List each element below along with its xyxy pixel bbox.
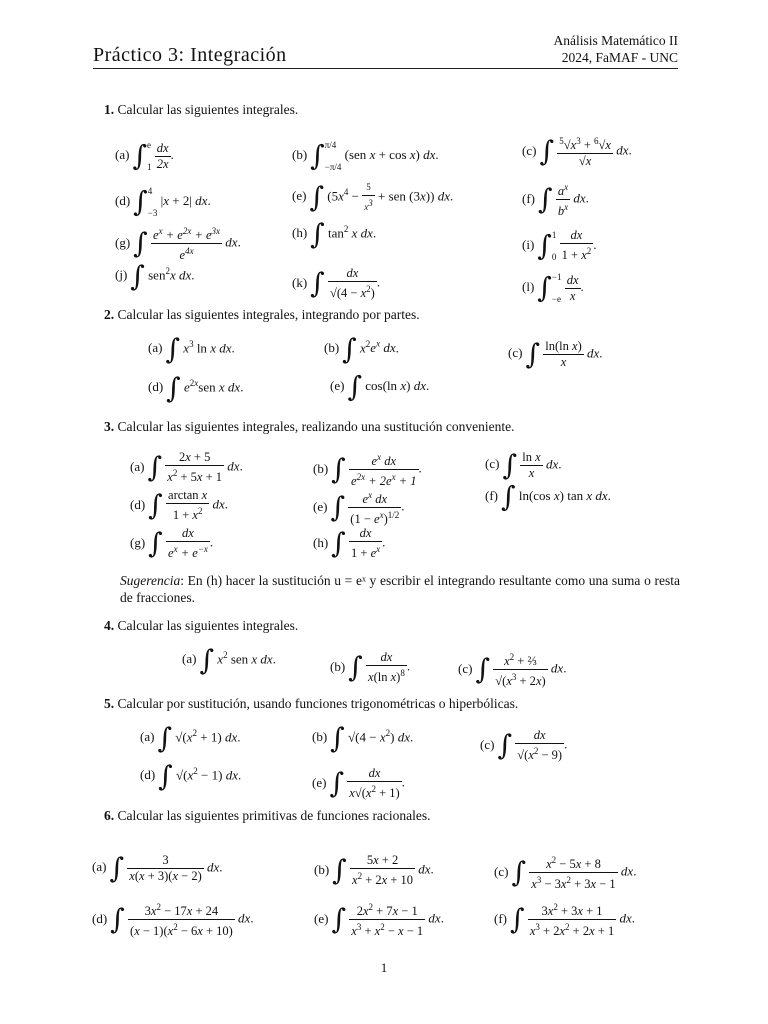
exercise-2-statement: 2. Calcular las siguientes integrales, integrando por partes. [104, 307, 420, 322]
ex3-item-b: (b) ∫ $\frac{e^x dx}{e^{2x} + 2e^x + 1}$ . [313, 452, 422, 489]
ex6-item-b: (b) ∫ $\frac{5x + 2}{x^2 + 2x + 10}$ dx. [314, 853, 434, 888]
course-name: Análisis Matemático II [553, 33, 678, 48]
suggestion-note: Sugerencia: En (h) hacer la sustitución u = eˣ y escribir el integrando resultante como una suma o resta de fracciones. [120, 573, 680, 605]
ex3-item-e: (e) ∫ $\frac{e^x dx}{(1 - e^x)^{1/2}}$ . [313, 490, 405, 527]
ex6-item-a: (a) ∫ $\frac{3}{x(x + 3)(x - 2)}$ dx. [92, 851, 223, 885]
exercise-4-statement: 4. Calcular las siguientes integrales. [104, 618, 299, 633]
ex6-item-e: (e) ∫ $\frac{2x^2 + 7x - 1}{x^3 + x^2 - x - 1}$ dx. [314, 902, 444, 939]
ex1-item-j: (j) ∫ sen$^2$x dx. [115, 259, 195, 293]
ex1-item-b: (b) ∫ π/4 −π/4 (sen x + cos x) dx. [292, 139, 439, 172]
ex5-item-a: (a) ∫ $√(x^2 + 1)$ dx. [140, 721, 241, 755]
ex4-item-a: (a) ∫ $x^2$ sen x dx. [182, 643, 276, 677]
header-info [554, 32, 678, 66]
page-number: 1 [380, 960, 388, 975]
ex3-item-h: (h) ∫ $\frac{dx}{1 + e^x}$ . [313, 526, 386, 561]
ex3-item-g: (g) ∫ $\frac{dx}{e^x + e^{-x}}$ . [130, 526, 214, 561]
ex6-item-d: (d) ∫ $\frac{3x^2 - 17x + 24}{(x - 1)(x^2 - 6x + 10)}$ dx. [92, 902, 254, 939]
ex5-item-b: (b) ∫ $√(4 - x^2)$ dx. [312, 721, 414, 755]
ex5-item-c: (c) ∫ $\frac{dx}{√(x^2 - 9)}$ . [480, 728, 568, 763]
ex5-item-e: (e) ∫ $\frac{dx}{x√(x^2 + 1)}$ . [312, 766, 405, 801]
ex2-item-b: (b) ∫ $x^2e^x$ dx. [324, 332, 399, 366]
ex1-item-d: (d) ∫ 4 −3 |x + 2| dx. [115, 185, 211, 218]
ex1-item-c: (c) ∫ $\frac{^5√x^3 + ^6√x}{√x}$ dx. [522, 134, 632, 169]
ex1-item-f: (f) ∫ $\frac{a^x}{b^x}$ dx. [522, 182, 589, 219]
year-place: 2024, FaMAF - UNC [561, 50, 678, 65]
ex3-item-c: (c) ∫ $\frac{\text{ln x}}{x}$ dx. [485, 448, 562, 482]
ex2-item-d: (d) ∫ $e^{2x}sen$ x dx. [148, 371, 244, 405]
ex1-item-g: (g) ∫ $\frac{e^x + e^{2x} + e^{3x}}{e^{4x}}$ dx. [115, 226, 241, 263]
ex1-item-h: (h) ∫ $\tan^2 x$ dx. [292, 217, 377, 251]
ex5-item-d: (d) ∫ $√(x^2 - 1)$ dx. [140, 759, 242, 793]
ex4-item-c: (c) ∫ $\frac{x^2 + \frac{2}{3}}{√(x^3 + 2x)}$ dx. [458, 652, 567, 689]
exercise-3-statement: 3. Calcular las siguientes integrales, realizando una sustitución conveniente. [104, 419, 515, 434]
ex1-item-e: (e) ∫ ($5x^4$ − $\frac{5}{x^3}$ + sen (3x)) dx. [292, 180, 454, 214]
page-title: Práctico 3: Integración [93, 44, 287, 66]
ex1-item-a: (a) ∫ e 1 $\frac{dx}{2x}$ . [115, 139, 174, 172]
ex3-item-a: (a) ∫ $\frac{2x + 5}{x^2 + 5x + 1}$ dx. [130, 450, 243, 485]
ex2-item-e: (e) ∫ cos(ln x) dx. [330, 370, 430, 404]
ex3-item-d: (d) ∫ $\frac{\text{arctan x}}{1 + x^2}$ dx. [130, 488, 229, 523]
ex4-item-b: (b) ∫ $\frac{dx}{x(\ln x)^8}$ . [330, 650, 411, 685]
exercise-5-statement: 5. Calcular por sustitución, usando funciones trigonométricas o hiperbólicas. [104, 696, 519, 711]
ex6-item-c: (c) ∫ $\frac{x^2 - 5x + 8}{x^3 - 3x^2 + 3x - 1}$ dx. [494, 855, 637, 892]
ex3-item-f: (f) ∫ ln(cos x) tan x dx. [485, 480, 611, 514]
ex1-item-l: (l) ∫ −1 −e $\frac{dx}{x}$ . [522, 271, 584, 304]
ex1-item-k: (k) ∫ $\frac{dx}{√(4 - x^2)}$ . [292, 266, 381, 301]
header-rule [93, 68, 678, 69]
exercise-6-statement: 6. Calcular las siguientes primitivas de funciones racionales. [104, 808, 431, 823]
ex2-item-c: (c) ∫ $\frac{\text{ln(ln x)}}{x}$ dx. [508, 337, 603, 371]
exercise-1-statement: 1. Calcular las siguientes integrales. [104, 102, 299, 117]
ex2-item-a: (a) ∫ $x^3$ ln x dx. [148, 332, 235, 366]
ex6-item-f: (f) ∫ $\frac{3x^2 + 3x + 1}{x^3 + 2x^2 + 2x + 1}$ dx. [494, 902, 635, 939]
ex1-item-i: (i) ∫ 1 0 $\frac{dx}{1 + x^2}$ . [522, 228, 597, 263]
